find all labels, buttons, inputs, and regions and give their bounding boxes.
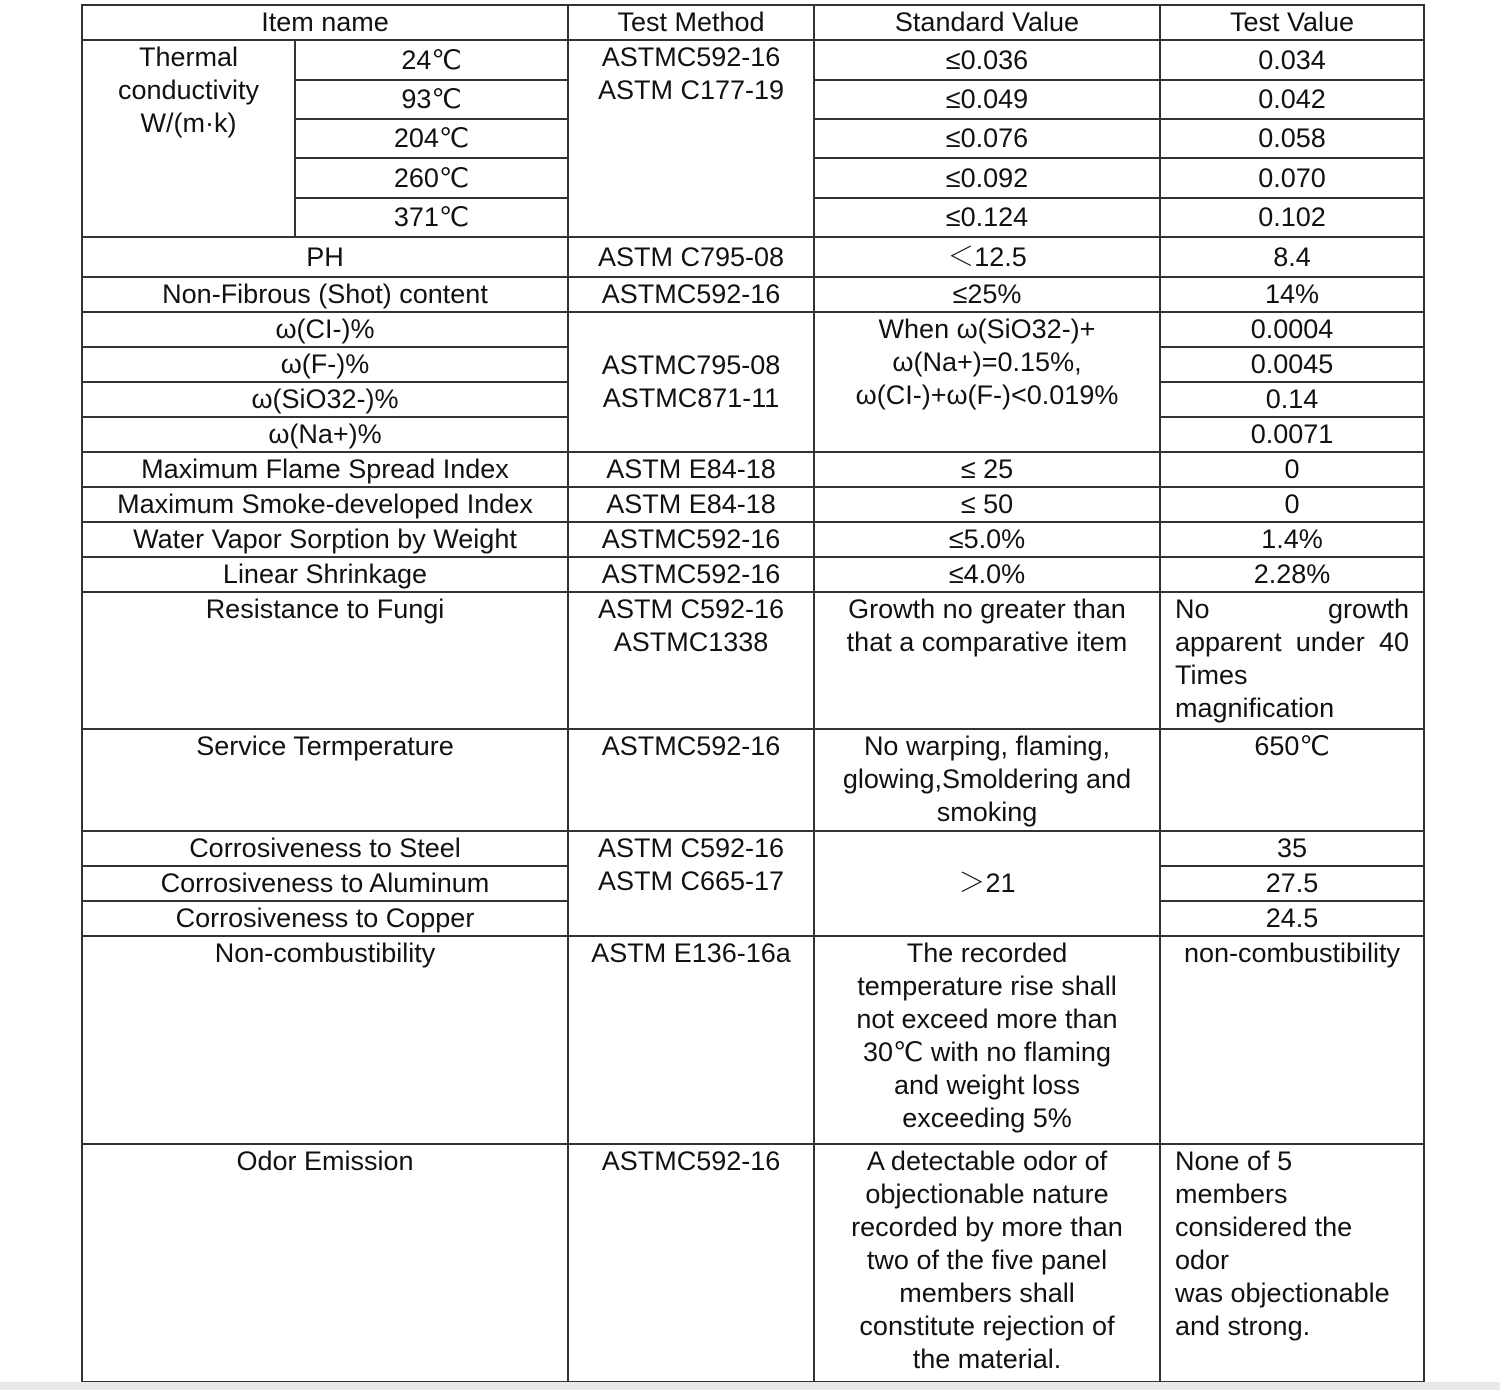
test-value: 14% — [1160, 277, 1424, 312]
table-row-shrinkage — [82, 557, 1424, 592]
header-standard-value: Standard Value — [814, 5, 1160, 40]
standard-value: ≤0.124 — [814, 198, 1160, 237]
standard-value: ≤0.049 — [814, 80, 1160, 119]
standard-value: ≤25% — [814, 277, 1160, 312]
temperature: 93℃ — [295, 80, 568, 119]
item-name: Resistance to Fungi — [82, 592, 568, 729]
item-name: ω(Na+)% — [82, 417, 568, 452]
test-value: 27.5 — [1160, 866, 1424, 901]
header-test-value: Test Value — [1160, 5, 1424, 40]
temperature: 260℃ — [295, 158, 568, 198]
standard-value: ≤0.036 — [814, 40, 1160, 80]
table-row-ph — [82, 237, 1424, 277]
standard-value: ≤0.076 — [814, 119, 1160, 158]
item-name: Maximum Flame Spread Index — [82, 452, 568, 487]
test-method: ASTMC592-16 — [568, 522, 814, 557]
test-value: 0.0071 — [1160, 417, 1424, 452]
item-name: ω(F-)% — [82, 347, 568, 382]
test-value: 0.14 — [1160, 382, 1424, 417]
table-row-smoke — [82, 487, 1424, 522]
standard-value: When ω(SiO32-)+ ω(Na+)=0.15%, ω(CI-)+ω(F-)<0.019% — [814, 312, 1160, 452]
test-method: ASTMC795-08 ASTMC871-11 — [568, 312, 814, 452]
test-method: ASTMC592-16 — [568, 1144, 814, 1382]
test-value: 0 — [1160, 487, 1424, 522]
test-value: 1.4% — [1160, 522, 1424, 557]
test-method: ASTM E136-16a — [568, 936, 814, 1144]
test-value: 24.5 — [1160, 901, 1424, 936]
table-row-fungi — [82, 592, 1424, 729]
table-row-odor — [82, 1144, 1424, 1382]
table-row — [82, 831, 1424, 866]
test-value: 0.0045 — [1160, 347, 1424, 382]
test-value: None of 5 members considered the odor was objectionable and strong. — [1160, 1144, 1424, 1382]
item-name: Corrosiveness to Steel — [82, 831, 568, 866]
item-name: PH — [82, 237, 568, 277]
test-value: 0.058 — [1160, 119, 1424, 158]
test-value: 650℃ — [1160, 729, 1424, 831]
table-row-service — [82, 729, 1424, 831]
test-value: 35 — [1160, 831, 1424, 866]
standard-value: ≤0.092 — [814, 158, 1160, 198]
table-row-shot — [82, 277, 1424, 312]
header-test-method: Test Method — [568, 5, 814, 40]
temperature: 24℃ — [295, 40, 568, 80]
item-name: Linear Shrinkage — [82, 557, 568, 592]
item-name: Non-combustibility — [82, 936, 568, 1144]
header-item-name: Item name — [82, 5, 568, 40]
item-name: ω(CI-)% — [82, 312, 568, 347]
test-value: 0.0004 — [1160, 312, 1424, 347]
test-method: ASTMC592-16 — [568, 729, 814, 831]
table-row-flame — [82, 452, 1424, 487]
item-name: Odor Emission — [82, 1144, 568, 1382]
standard-value: A detectable odor of objectionable nature recorded by more than two of the five panel members shall constitute rejection of the material. — [814, 1144, 1160, 1382]
test-value: 0.034 — [1160, 40, 1424, 80]
test-method: ASTM C795-08 — [568, 237, 814, 277]
test-value: 0 — [1160, 452, 1424, 487]
test-method: ASTMC592-16 — [568, 277, 814, 312]
test-value: 0.042 — [1160, 80, 1424, 119]
standard-value: No warping, flaming, glowing,Smoldering and smoking — [814, 729, 1160, 831]
standard-value: ＜12.5 — [814, 237, 1160, 277]
test-method: ASTM C592-16 ASTMC1338 — [568, 592, 814, 729]
test-method: ASTMC592-16 — [568, 557, 814, 592]
standard-value: ≤5.0% — [814, 522, 1160, 557]
table-row-water — [82, 522, 1424, 557]
test-value — [1160, 592, 1424, 729]
item-name: Corrosiveness to Copper — [82, 901, 568, 936]
item-name: Corrosiveness to Aluminum — [82, 866, 568, 901]
standard-value: The recorded temperature rise shall not exceed more than 30℃ with no flaming and weight loss exceeding 5% — [814, 936, 1160, 1144]
test-results-table — [81, 4, 1425, 1383]
test-value: 2.28% — [1160, 557, 1424, 592]
test-method: ASTM E84-18 — [568, 487, 814, 522]
table-row — [82, 312, 1424, 347]
item-name: Water Vapor Sorption by Weight — [82, 522, 568, 557]
standard-value: ≤ 50 — [814, 487, 1160, 522]
test-method: ASTM E84-18 — [568, 452, 814, 487]
header-row — [82, 5, 1424, 40]
standard-value: ≤ 25 — [814, 452, 1160, 487]
standard-value: ＞21 — [814, 831, 1160, 936]
table-row-noncombustibility — [82, 936, 1424, 1144]
temperature: 371℃ — [295, 198, 568, 237]
item-name: Maximum Smoke-developed Index — [82, 487, 568, 522]
item-name: Service Termperature — [82, 729, 568, 831]
test-value: 8.4 — [1160, 237, 1424, 277]
test-value: 0.070 — [1160, 158, 1424, 198]
test-value-text: No growth apparent under 40 Times magnification — [1175, 594, 1409, 723]
thermal-conductivity-label: Thermal conductivity W/(m·k) — [82, 40, 295, 237]
test-method: ASTMC592-16 ASTM C177-19 — [568, 40, 814, 237]
test-value: non-combustibility — [1160, 936, 1424, 1144]
test-value: 0.102 — [1160, 198, 1424, 237]
standard-value: Growth no greater than that a comparative item — [814, 592, 1160, 729]
item-name: ω(SiO32-)% — [82, 382, 568, 417]
standard-value: ≤4.0% — [814, 557, 1160, 592]
item-name: Non-Fibrous (Shot) content — [82, 277, 568, 312]
table-row — [82, 40, 1424, 80]
test-method: ASTM C592-16 ASTM C665-17 — [568, 831, 814, 936]
temperature: 204℃ — [295, 119, 568, 158]
page-bottom-edge — [0, 1382, 1500, 1390]
